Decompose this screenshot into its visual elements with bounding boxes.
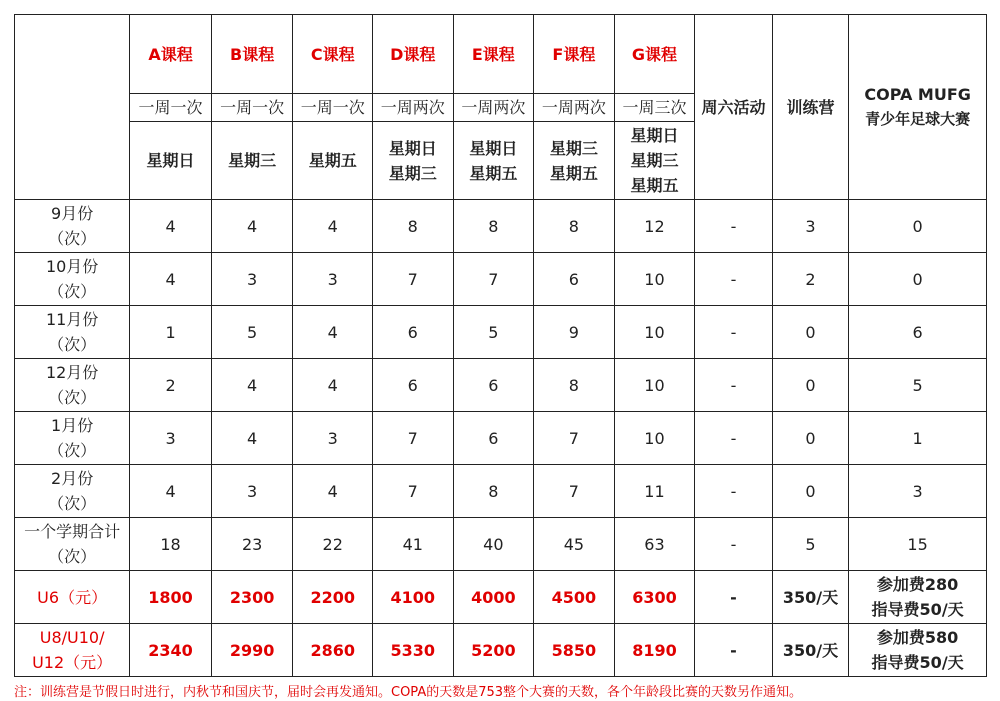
course-frequency: 一周一次 bbox=[293, 94, 373, 122]
day-label: 星期日 bbox=[146, 151, 195, 170]
count-cell: 5 bbox=[772, 518, 848, 571]
price-rows bbox=[15, 571, 987, 677]
count-cell: 0 bbox=[849, 253, 987, 306]
count-cell: 5 bbox=[211, 306, 293, 359]
day-label: 星期三 bbox=[630, 151, 679, 170]
count-cell: 4 bbox=[130, 465, 212, 518]
row-label bbox=[15, 359, 130, 412]
copa-price bbox=[849, 624, 987, 677]
count-cell: 7 bbox=[534, 465, 615, 518]
count-cell: 6 bbox=[372, 306, 453, 359]
age-group-label bbox=[15, 624, 130, 677]
copa-fee-line: 参加费280 bbox=[876, 575, 959, 594]
table-row bbox=[15, 306, 987, 359]
count-cell: 7 bbox=[372, 465, 453, 518]
price-cell: 2340 bbox=[130, 624, 212, 677]
row-label bbox=[15, 253, 130, 306]
course-days bbox=[614, 122, 695, 200]
count-cell: 9 bbox=[534, 306, 615, 359]
count-cell: 0 bbox=[772, 306, 848, 359]
count-cell: - bbox=[695, 465, 773, 518]
price-cell: 5200 bbox=[453, 624, 534, 677]
day-label: 星期日 bbox=[630, 126, 679, 145]
count-cell: 4 bbox=[211, 412, 293, 465]
day-label: 星期三 bbox=[549, 138, 598, 158]
copa-header bbox=[849, 15, 987, 200]
count-cell: 6 bbox=[534, 253, 615, 306]
row-label-line: 1月份 bbox=[51, 416, 94, 435]
course-name: A课程 bbox=[130, 15, 212, 94]
schedule-table bbox=[14, 14, 987, 677]
copa-price bbox=[849, 571, 987, 624]
course-name: G课程 bbox=[614, 15, 695, 94]
count-cell: 2 bbox=[130, 359, 212, 412]
count-cell: 4 bbox=[130, 253, 212, 306]
price-cell: 4500 bbox=[534, 571, 615, 624]
count-cell: 0 bbox=[849, 200, 987, 253]
count-cell: 8 bbox=[453, 465, 534, 518]
age-group-line: U6（元） bbox=[37, 587, 108, 607]
count-cell: 63 bbox=[614, 518, 695, 571]
row-label-line: （次） bbox=[48, 388, 97, 407]
table-row bbox=[15, 200, 987, 253]
count-cell: 4 bbox=[293, 359, 373, 412]
count-cell: 10 bbox=[614, 412, 695, 465]
day-label: 星期五 bbox=[308, 151, 357, 170]
camp-price: 350/天 bbox=[772, 571, 848, 624]
day-label: 星期五 bbox=[549, 163, 598, 183]
count-cell: 12 bbox=[614, 200, 695, 253]
table-row bbox=[15, 359, 987, 412]
count-cell: - bbox=[695, 253, 773, 306]
row-label-line: 10月份 bbox=[45, 257, 99, 276]
day-label: 星期三 bbox=[228, 151, 277, 170]
count-cell: 40 bbox=[453, 518, 534, 571]
row-label bbox=[15, 412, 130, 465]
count-cell: 4 bbox=[293, 200, 373, 253]
copa-fee-line: 参加费580 bbox=[876, 628, 959, 647]
row-label-line: 2月份 bbox=[51, 469, 94, 488]
count-cell: 7 bbox=[372, 253, 453, 306]
count-cell: 3 bbox=[211, 253, 293, 306]
count-cell: 0 bbox=[772, 359, 848, 412]
saturday-price: - bbox=[695, 571, 773, 624]
copa-subtitle: 青少年足球大赛 bbox=[865, 110, 971, 128]
row-label bbox=[15, 518, 130, 571]
footnote: 注：训练营是节假日时进行，内秋节和国庆节，届时会再发通知。COPA的天数是753整个大赛的天数，各个年龄段比赛的天数另作通知。 bbox=[14, 685, 803, 700]
row-label-line: （次） bbox=[48, 547, 97, 566]
count-cell: 7 bbox=[453, 253, 534, 306]
price-cell: 5850 bbox=[534, 624, 615, 677]
course-name: E课程 bbox=[453, 15, 534, 94]
price-cell: 2860 bbox=[293, 624, 373, 677]
count-cell: - bbox=[695, 518, 773, 571]
price-cell: 8190 bbox=[614, 624, 695, 677]
count-cell: 0 bbox=[772, 412, 848, 465]
row-label-line: （次） bbox=[48, 282, 97, 301]
course-days bbox=[130, 122, 212, 200]
count-cell: 3 bbox=[293, 253, 373, 306]
count-cell: 5 bbox=[849, 359, 987, 412]
count-cell: 6 bbox=[453, 359, 534, 412]
count-cell: 10 bbox=[614, 306, 695, 359]
count-rows bbox=[15, 200, 987, 571]
camp-price: 350/天 bbox=[772, 624, 848, 677]
course-days bbox=[372, 122, 453, 200]
count-cell: 7 bbox=[534, 412, 615, 465]
age-group-line: U12（元） bbox=[32, 653, 113, 672]
count-cell: 3 bbox=[293, 412, 373, 465]
count-cell: 4 bbox=[211, 359, 293, 412]
row-label-line: 11月份 bbox=[45, 310, 99, 329]
price-row bbox=[15, 624, 987, 677]
day-label: 星期日 bbox=[388, 138, 437, 158]
price-cell: 4100 bbox=[372, 571, 453, 624]
row-label bbox=[15, 306, 130, 359]
count-cell: 3 bbox=[772, 200, 848, 253]
saturday-price: - bbox=[695, 624, 773, 677]
day-label: 星期五 bbox=[630, 176, 679, 195]
table-row bbox=[15, 465, 987, 518]
count-cell: 18 bbox=[130, 518, 212, 571]
age-group-label bbox=[15, 571, 130, 624]
saturday-header: 周六活动 bbox=[695, 15, 773, 200]
count-cell: 4 bbox=[211, 200, 293, 253]
price-cell: 5330 bbox=[372, 624, 453, 677]
course-name: C课程 bbox=[293, 15, 373, 94]
course-frequency: 一周两次 bbox=[453, 94, 534, 122]
price-cell: 1800 bbox=[130, 571, 212, 624]
count-cell: 22 bbox=[293, 518, 373, 571]
course-days bbox=[211, 122, 293, 200]
day-label: 星期三 bbox=[388, 163, 437, 183]
course-days bbox=[534, 122, 615, 200]
day-label: 星期五 bbox=[469, 163, 518, 183]
count-cell: 4 bbox=[293, 306, 373, 359]
count-cell: 0 bbox=[772, 465, 848, 518]
row-label-line: （次） bbox=[48, 494, 97, 513]
course-days bbox=[453, 122, 534, 200]
copa-title: COPA MUFG bbox=[864, 85, 971, 104]
course-name: D课程 bbox=[372, 15, 453, 94]
course-name: F课程 bbox=[534, 15, 615, 94]
camp-header: 训练营 bbox=[772, 15, 848, 200]
count-cell: 6 bbox=[453, 412, 534, 465]
count-cell: 4 bbox=[293, 465, 373, 518]
price-cell: 6300 bbox=[614, 571, 695, 624]
count-cell: - bbox=[695, 306, 773, 359]
count-cell: 8 bbox=[453, 200, 534, 253]
course-frequency: 一周两次 bbox=[372, 94, 453, 122]
course-frequency: 一周两次 bbox=[534, 94, 615, 122]
table-row bbox=[15, 518, 987, 571]
course-name: B课程 bbox=[211, 15, 293, 94]
course-frequency: 一周一次 bbox=[211, 94, 293, 122]
count-cell: 3 bbox=[211, 465, 293, 518]
row-label-line: （次） bbox=[48, 335, 97, 354]
row-label bbox=[15, 200, 130, 253]
row-label-line: （次） bbox=[48, 229, 97, 248]
price-cell: 2200 bbox=[293, 571, 373, 624]
count-cell: 8 bbox=[372, 200, 453, 253]
price-cell: 4000 bbox=[453, 571, 534, 624]
row-label-line: 12月份 bbox=[45, 363, 99, 382]
count-cell: 5 bbox=[453, 306, 534, 359]
count-cell: 6 bbox=[372, 359, 453, 412]
count-cell: - bbox=[695, 200, 773, 253]
age-group-line: U8/U10/ bbox=[39, 628, 105, 647]
row-label-line: （次） bbox=[48, 441, 97, 460]
price-cell: 2300 bbox=[211, 571, 293, 624]
count-cell: 41 bbox=[372, 518, 453, 571]
count-cell: 23 bbox=[211, 518, 293, 571]
table-row bbox=[15, 412, 987, 465]
copa-fee-line: 指导费50/天 bbox=[871, 600, 964, 619]
course-days bbox=[293, 122, 373, 200]
count-cell: 3 bbox=[130, 412, 212, 465]
course-frequency: 一周一次 bbox=[130, 94, 212, 122]
row-label-line: 9月份 bbox=[51, 204, 94, 223]
count-cell: - bbox=[695, 359, 773, 412]
count-cell: 1 bbox=[849, 412, 987, 465]
count-cell: 10 bbox=[614, 253, 695, 306]
row-label bbox=[15, 465, 130, 518]
row-label-line: 一个学期合计 bbox=[24, 522, 121, 541]
corner-cell bbox=[15, 15, 130, 200]
count-cell: 7 bbox=[372, 412, 453, 465]
price-row bbox=[15, 571, 987, 624]
table-row bbox=[15, 253, 987, 306]
count-cell: 8 bbox=[534, 200, 615, 253]
day-label: 星期日 bbox=[469, 138, 518, 158]
count-cell: 10 bbox=[614, 359, 695, 412]
count-cell: 2 bbox=[772, 253, 848, 306]
count-cell: 1 bbox=[130, 306, 212, 359]
count-cell: 8 bbox=[534, 359, 615, 412]
course-frequency: 一周三次 bbox=[614, 94, 695, 122]
count-cell: 4 bbox=[130, 200, 212, 253]
count-cell: 11 bbox=[614, 465, 695, 518]
count-cell: 3 bbox=[849, 465, 987, 518]
price-cell: 2990 bbox=[211, 624, 293, 677]
count-cell: - bbox=[695, 412, 773, 465]
count-cell: 15 bbox=[849, 518, 987, 571]
count-cell: 45 bbox=[534, 518, 615, 571]
count-cell: 6 bbox=[849, 306, 987, 359]
copa-fee-line: 指导费50/天 bbox=[871, 653, 964, 672]
